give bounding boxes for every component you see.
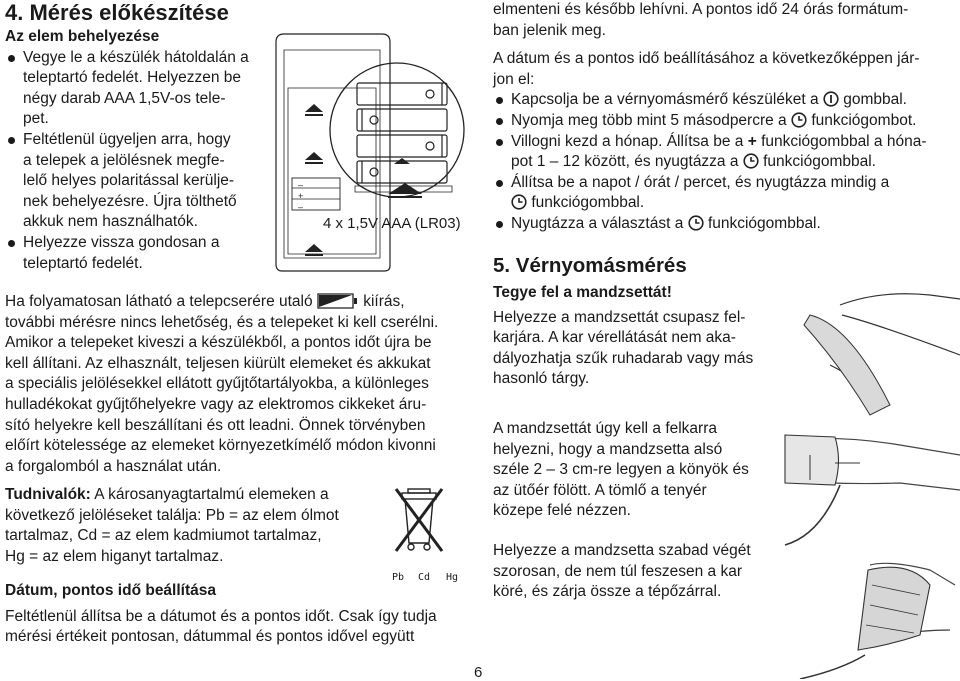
svg-text:+: + xyxy=(298,191,304,201)
battery-type-label: 4 x 1,5V AAA (LR03) xyxy=(323,215,461,232)
cuff-application-illustrations xyxy=(780,285,960,679)
bin-label-pb: Pb xyxy=(392,572,405,583)
section-title-bp-measurement: 5. Vérnyomásmérés xyxy=(493,254,687,277)
clock-icon xyxy=(688,215,704,231)
battery-heading: Az elem behelyezése xyxy=(5,28,160,45)
list-item: Helyezze vissza gondosan a teleptartó fedelét. xyxy=(5,233,280,274)
battery-compartment-illustration xyxy=(262,28,472,273)
low-battery-icon xyxy=(317,293,359,309)
list-item: Vegye le a készülék hátoldalán a teleptartó fedelét. Helyezzen be négy darab AAA 1,5V-os tele- pet. xyxy=(5,48,280,130)
list-item: Nyugtázza a választást a funkciógombbal. xyxy=(493,214,958,235)
clock-icon xyxy=(743,153,759,169)
list-item: Nyomja meg több mint 5 másodpercre a funkciógombot. xyxy=(493,111,958,132)
battery-bullet-list xyxy=(5,48,280,275)
cuff-position-paragraph: A mandzsettát úgy kell a felkarra helyezni, hogy a mandzsetta alsó széle 2 – 3 cm-re legyen a könyök és az ütőér fölött. A tömlő a tenyér közepe felé nézzen. xyxy=(493,420,749,520)
bin-label-cd: Cd xyxy=(418,572,431,583)
date-time-steps xyxy=(493,90,958,234)
date-time-instructions: elmenteni és később lehívni. A pontos idő 24 órás formátum- ban jelenik meg. A dátum és a pontos idő beállításához a következőképpen jár- jon el: Kapcsolja be a vérnyomásmérő készüléket a gombbal. Nyomja meg több mint 5 másodpercre a funkciógombot. Villogni kezd a hónap. Állítsa be a + funkciógombbal a hóna- pot 1 – 12 között, és nyugtázza a funkciógombbal. Állítsa be a napot / órát / percet, és nyugtázza mindig a funkciógombbal. Nyugtázza a választást a funkciógombbal. xyxy=(493,0,958,235)
section-title-measurement-prep: 4. Mérés előkészítése xyxy=(5,0,229,25)
date-time-section: Dátum, pontos idő beállítása Feltétlenül állítsa be a dátumot és a pontos időt. Csak így tudja mérési értékeit pontosan, dátummal és pontos idővel együtt xyxy=(5,581,475,648)
clock-icon xyxy=(511,194,527,210)
svg-text:–: – xyxy=(298,202,304,212)
plus-icon: + xyxy=(747,132,757,150)
battery-section xyxy=(5,27,280,274)
cuff-section: Tegye fel a mandzsettát! Helyezze a mandzsettát csupasz fel- karjára. A kar vérellátását nem aka- dályozhatja szűk ruhadarab vagy más hasonló tárgy. xyxy=(493,283,793,390)
date-time-heading: Dátum, pontos idő beállítása xyxy=(5,582,216,599)
crossed-bin-icon xyxy=(378,483,473,578)
page-number: 6 xyxy=(474,664,483,681)
cuff-heading: Tegye fel a mandzsettát! xyxy=(493,284,672,301)
list-item: Kapcsolja be a vérnyomásmérő készüléket a gombbal. xyxy=(493,90,958,111)
list-item: Feltétlenül ügyeljen arra, hogy a telepek a jelölésnek megfe- lelő helyes polaritással kerülje- nek behelyezésre. Újra tölthető akkuk nem használhatók. xyxy=(5,130,280,233)
cuff-fasten-paragraph: Helyezze a mandzsetta szabad végét szorosan, de nem túl feszesen a kar köré, és zárja össze a tépőzárral. xyxy=(493,542,751,601)
list-item: Villogni kezd a hónap. Állítsa be a + funkciógombbal a hóna- pot 1 – 12 között, és nyugtázza a funkciógombbal. xyxy=(493,132,958,173)
clock-icon xyxy=(791,112,807,128)
low-battery-paragraph: Ha folyamatosan látható a telepcserére utaló kiírás, további mérésre nincs lehetőség, és a telepeket ki kell cserélni. Amikor a telepeket kiveszi a készülékből, a pontos időt újra be kell állítani. Az elhasznált, teljesen kiürült elemeket és akkukat a speciális jelölésekkel ellátott gyűjtőtartályokba, a különleges hulladékokat gyűjtőhelyekre vagy az elektromos cikkeket áru- sító helyekre kell beszállítani és ott leadni. Önnek törvényben előírt kötelessége az elemeket környezetkímélő módon kivonni a forgalomból a használat után. xyxy=(5,293,439,475)
svg-text:–: – xyxy=(298,180,304,190)
hazardous-substances-note: Tudnivalók: A károsanyagtartalmú elemeken a következő jelöléseket találja: Pb = az elem ólmot tartalmaz, Cd = az elem kadmiumot tartalmaz, Hg = az elem higanyt tartalmaz. xyxy=(5,486,339,565)
bin-label-hg: Hg xyxy=(446,572,459,583)
list-item: Állítsa be a napot / órát / percet, és nyugtázza mindig a funkciógombbal. xyxy=(493,173,958,214)
power-icon xyxy=(823,91,839,107)
